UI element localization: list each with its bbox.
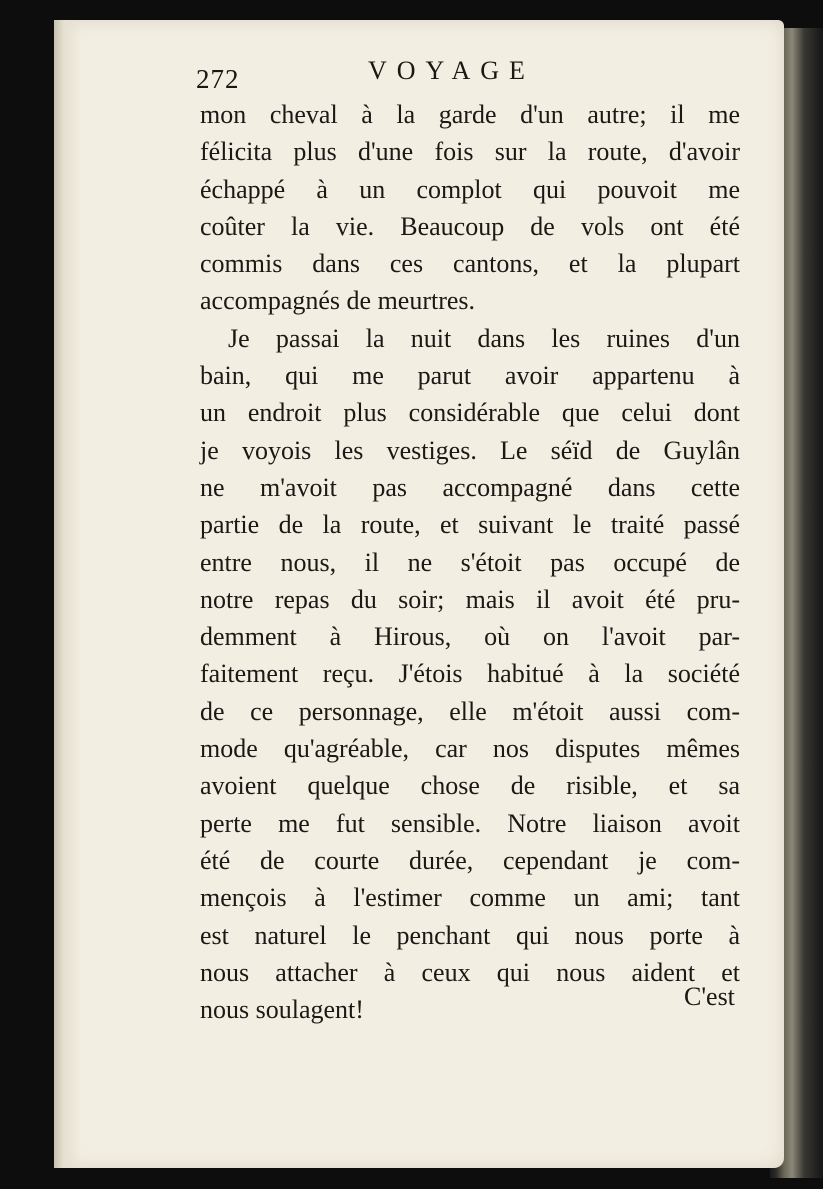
page-number: 272: [196, 64, 240, 94]
text-line: échappé à un complot qui pouvoit me: [200, 174, 740, 204]
text-line: je voyois les vestiges. Le séïd de Guylân: [200, 435, 740, 465]
text-line: bain, qui me parut avoir appartenu à: [200, 361, 740, 391]
text-line: nous soulagent!: [200, 995, 364, 1025]
text-line: mode qu'agréable, car nos disputes mêmes: [200, 734, 740, 764]
text-line: notre repas du soir; mais il avoit été pru-: [200, 584, 740, 614]
page-gutter: [54, 20, 82, 1168]
text-line: ne m'avoit pas accompagné dans cette: [200, 472, 740, 502]
text-line: coûter la vie. Beaucoup de vols ont été: [200, 211, 740, 241]
text-line: de ce personnage, elle m'étoit aussi com-: [200, 696, 740, 726]
text-line: perte me fut sensible. Notre liaison avoit: [200, 808, 740, 838]
text-line: été de courte durée, cependant je com-: [200, 845, 740, 875]
text-line: commis dans ces cantons, et la plupart: [200, 249, 740, 279]
text-line: félicita plus d'une fois sur la route, d'avoir: [200, 137, 740, 167]
running-head: VOYAGE: [368, 56, 535, 85]
text-line: mon cheval à la garde d'un autre; il me: [200, 100, 740, 129]
text-line: un endroit plus considérable que celui dont: [200, 398, 740, 428]
body-text: [200, 96, 740, 1028]
page-header: [196, 56, 736, 94]
catchword: C'est: [684, 982, 735, 1011]
text-line: avoient quelque chose de risible, et sa: [200, 771, 740, 801]
text-line: demment à Hirous, où on l'avoit par-: [200, 622, 740, 652]
text-line: faitement reçu. J'étois habitué à la société: [200, 659, 740, 689]
text-line: accompagnés de meurtres.: [200, 286, 476, 316]
text-line: entre nous, il ne s'étoit pas occupé de: [200, 547, 740, 577]
text-line: nous attacher à ceux qui nous aident et: [200, 957, 740, 987]
paragraph-first-line: Je passai la nuit dans les ruines d'un: [228, 323, 740, 353]
text-line: est naturel le penchant qui nous porte à: [200, 920, 740, 950]
text-line: mençois à l'estimer comme un ami; tant: [200, 883, 740, 913]
text-line: partie de la route, et suivant le traité passé: [200, 510, 740, 540]
